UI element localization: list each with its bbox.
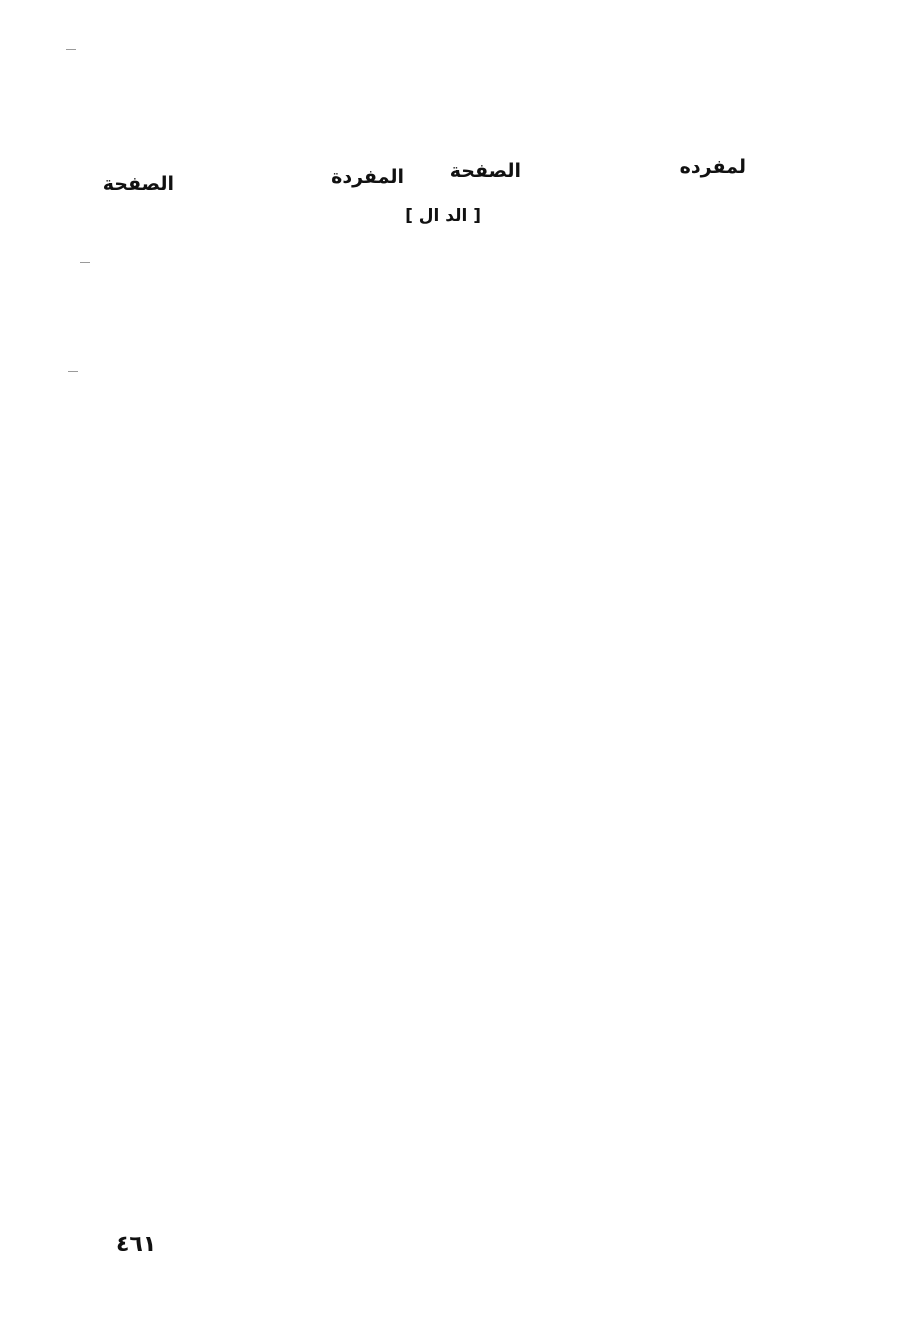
section-label: [ الد ال ] xyxy=(405,206,481,226)
margin-mark xyxy=(66,49,76,50)
header-word-mid: المفردة xyxy=(331,166,404,188)
margin-mark xyxy=(80,262,90,263)
margin-mark xyxy=(68,371,78,372)
page-number: ٤٦١ xyxy=(116,1232,157,1257)
header-page-left: الصفحة xyxy=(102,173,174,195)
header-page-mid: الصفحة xyxy=(449,160,521,182)
header-word-right: لمفرده xyxy=(679,156,746,178)
